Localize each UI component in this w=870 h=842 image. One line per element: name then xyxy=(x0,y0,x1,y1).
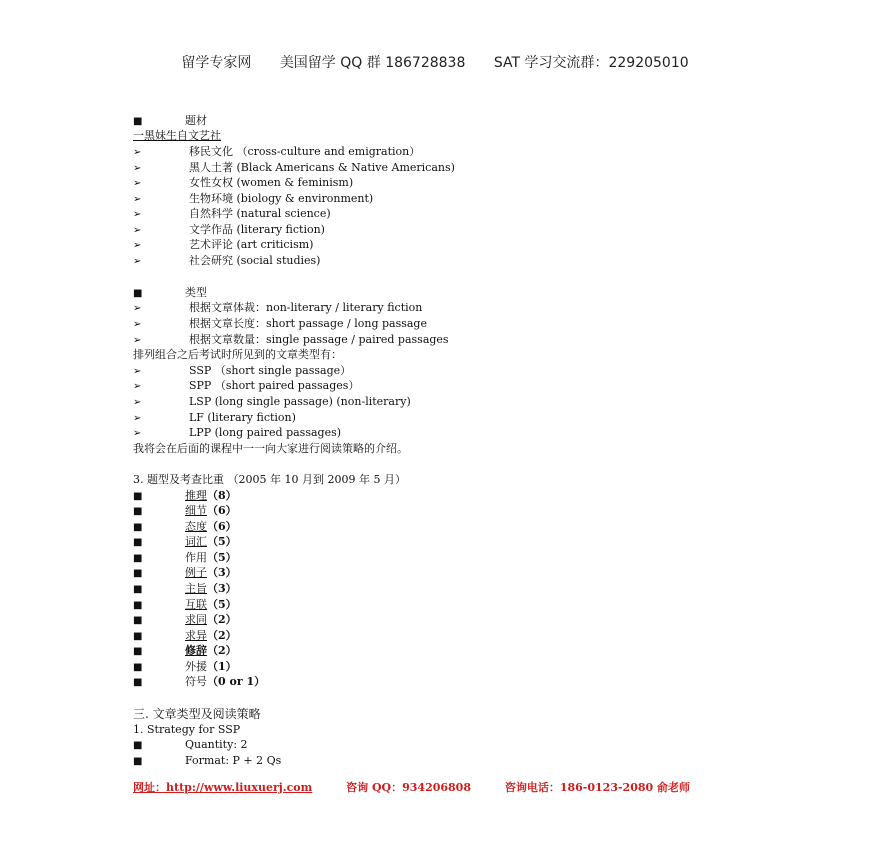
arrow-bullet-icon: ➢ xyxy=(133,413,142,424)
type-heading: ■ 类型 xyxy=(133,286,207,299)
list-item: ■ 细节（6） xyxy=(133,504,237,517)
list-item: ➢ 黑人土著 (Black Americans & Native Americans) xyxy=(133,161,455,174)
list-item: ➢ 根据文章长度：short passage / long passage xyxy=(133,317,427,330)
square-bullet-icon: ■ xyxy=(133,615,143,626)
arrow-bullet-icon: ➢ xyxy=(133,428,142,439)
list-item: ■ 符号（0 or 1） xyxy=(133,675,266,688)
combo-intro: 排列组合之后考试时所见到的文章类型有： xyxy=(133,348,342,361)
header-qq-group: 美国留学 QQ 群 186728838 xyxy=(279,55,466,71)
square-bullet-icon: ■ xyxy=(133,116,143,127)
list-item: ■ 主旨（3） xyxy=(133,582,237,595)
arrow-bullet-icon: ➢ xyxy=(133,178,142,189)
list-item: ■ 外援（1） xyxy=(133,660,237,673)
list-item: ■ 作用（5） xyxy=(133,551,237,564)
list-item: ■ 互联（5） xyxy=(133,598,237,611)
strategy-heading: 三. 文章类型及阅读策略 xyxy=(133,707,261,721)
square-bullet-icon: ■ xyxy=(133,288,143,299)
arrow-bullet-icon: ➢ xyxy=(133,209,142,220)
list-item: ■ Quantity: 2 xyxy=(133,738,248,751)
page-footer xyxy=(133,779,720,795)
type-note: 我将会在后面的课程中一一向大家进行阅读策略的介绍。 xyxy=(133,442,408,455)
list-item: ➢ SPP （short paired passages） xyxy=(133,379,360,392)
arrow-bullet-icon: ➢ xyxy=(133,163,142,174)
square-bullet-icon: ■ xyxy=(133,662,143,673)
list-item: ➢ 生物环境 (biology & environment) xyxy=(133,192,374,205)
square-bullet-icon: ■ xyxy=(133,522,143,533)
square-bullet-icon: ■ xyxy=(133,600,143,611)
list-item: ➢ 艺术评论 (art criticism) xyxy=(133,238,314,251)
square-bullet-icon: ■ xyxy=(133,491,143,502)
header-site: 留学专家网 xyxy=(181,55,252,71)
footer-phone: 咨询电话：186-0123-2080 俞老师 xyxy=(504,781,690,794)
list-item: ➢ 自然科学 (natural science) xyxy=(133,207,331,220)
list-item: ■ 修辞（2） xyxy=(133,644,237,657)
square-bullet-icon: ■ xyxy=(133,677,143,688)
strategy-subtitle: 1. Strategy for SSP xyxy=(133,723,241,736)
list-item: ➢ 女性女权 (women & feminism) xyxy=(133,176,354,189)
arrow-bullet-icon: ➢ xyxy=(133,256,142,267)
arrow-bullet-icon: ➢ xyxy=(133,381,142,392)
subject-mnemonic: 一黑妹生自文艺社 xyxy=(133,129,221,142)
square-bullet-icon: ■ xyxy=(133,631,143,642)
footer-qq: 咨询 QQ：934206808 xyxy=(346,781,471,794)
list-item: ■ 词汇（5） xyxy=(133,535,237,548)
list-item: ➢ 移民文化 （cross-culture and emigration） xyxy=(133,145,421,158)
ratio-heading: 3. 题型及考查比重 （2005 年 10 月到 2009 年 5 月） xyxy=(133,473,406,486)
list-item: ➢ 文学作品 (literary fiction) xyxy=(133,223,325,236)
list-item: ■ 态度（6） xyxy=(133,520,237,533)
arrow-bullet-icon: ➢ xyxy=(133,147,142,158)
square-bullet-icon: ■ xyxy=(133,756,143,767)
arrow-bullet-icon: ➢ xyxy=(133,366,142,377)
list-item: ➢ LPP (long paired passages) xyxy=(133,426,342,439)
subject-heading: ■ 题材 xyxy=(133,114,207,127)
square-bullet-icon: ■ xyxy=(133,740,143,751)
list-item: ➢ LSP (long single passage) (non-literary) xyxy=(133,395,411,408)
list-item: ■ 推理（8） xyxy=(133,489,237,502)
list-item: ➢ 根据文章体裁：non-literary / literary fiction xyxy=(133,301,423,314)
list-item: ➢ LF (literary fiction) xyxy=(133,411,296,424)
list-item: ■ 求同（2） xyxy=(133,613,237,626)
header-sat-group: SAT 学习交流群：229205010 xyxy=(493,55,689,71)
square-bullet-icon: ■ xyxy=(133,506,143,517)
arrow-bullet-icon: ➢ xyxy=(133,194,142,205)
arrow-bullet-icon: ➢ xyxy=(133,319,142,330)
footer-url-link[interactable]: 网址：http://www.liuxuerj.com xyxy=(133,781,313,794)
arrow-bullet-icon: ➢ xyxy=(133,225,142,236)
square-bullet-icon: ■ xyxy=(133,646,143,657)
list-item: ■ 求异（2） xyxy=(133,629,237,642)
square-bullet-icon: ■ xyxy=(133,537,143,548)
list-item: ➢ SSP （short single passage） xyxy=(133,364,352,377)
arrow-bullet-icon: ➢ xyxy=(133,303,142,314)
square-bullet-icon: ■ xyxy=(133,584,143,595)
arrow-bullet-icon: ➢ xyxy=(133,335,142,346)
arrow-bullet-icon: ➢ xyxy=(133,397,142,408)
list-item: ■ 例子（3） xyxy=(133,566,237,579)
square-bullet-icon: ■ xyxy=(133,553,143,564)
list-item: ➢ 根据文章数量：single passage / paired passages xyxy=(133,333,449,346)
square-bullet-icon: ■ xyxy=(133,568,143,579)
page-header xyxy=(0,52,870,72)
arrow-bullet-icon: ➢ xyxy=(133,240,142,251)
list-item: ➢ 社会研究 (social studies) xyxy=(133,254,321,267)
list-item: ■ Format: P + 2 Qs xyxy=(133,754,282,767)
